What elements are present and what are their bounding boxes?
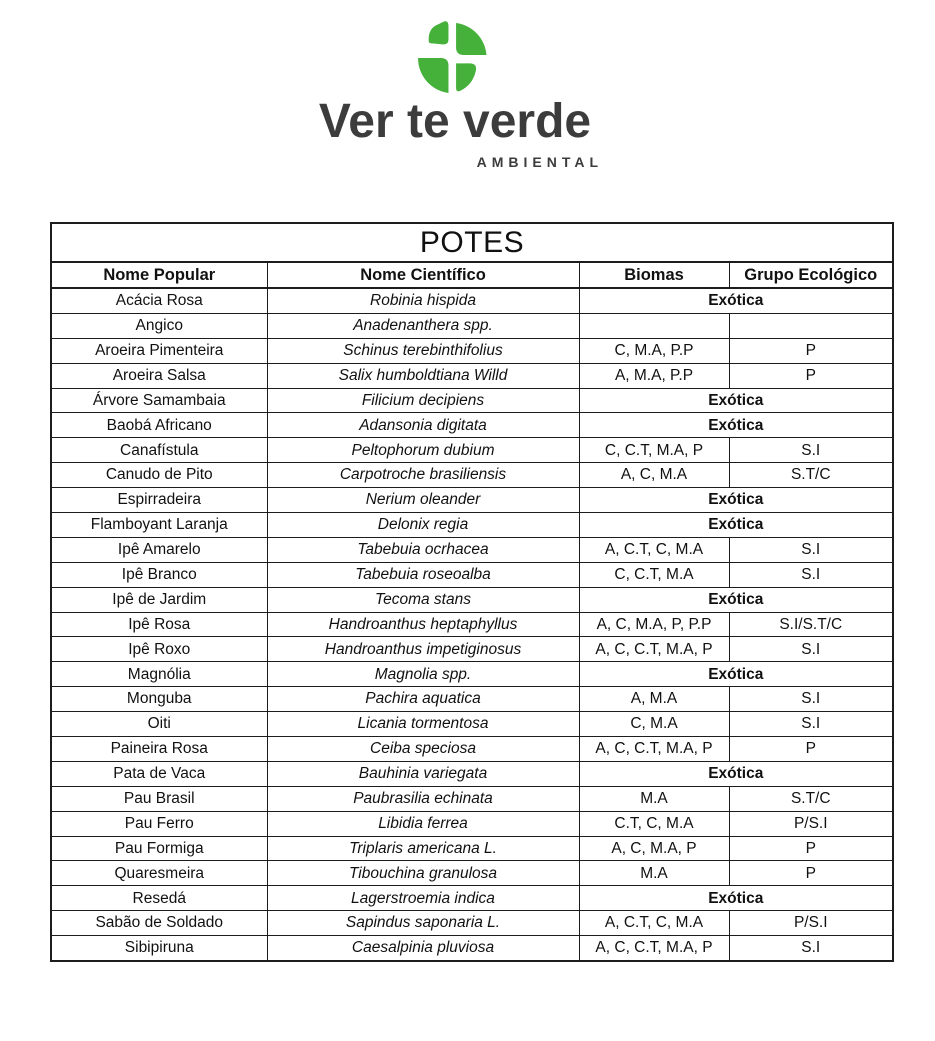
scientific-name-cell: Schinus terebinthifolius (267, 338, 579, 363)
popular-name-cell: Canudo de Pito (51, 463, 267, 488)
popular-name-cell: Ipê Amarelo (51, 537, 267, 562)
grupo-ecologico-cell: P/S.I (729, 911, 893, 936)
biomas-cell: C, M.A (579, 712, 729, 737)
table-row (51, 513, 893, 538)
popular-name-cell: Angico (51, 313, 267, 338)
biomas-cell: A, C.T, C, M.A (579, 537, 729, 562)
biomas-cell: A, M.A (579, 687, 729, 712)
table-row (51, 836, 893, 861)
scientific-name-cell: Salix humboldtiana Willd (267, 363, 579, 388)
scientific-name-cell: Tabebuia roseoalba (267, 562, 579, 587)
popular-name-cell: Oiti (51, 712, 267, 737)
table-row (51, 761, 893, 786)
popular-name-cell: Aroeira Salsa (51, 363, 267, 388)
grupo-ecologico-cell: P/S.I (729, 811, 893, 836)
popular-name-cell: Ipê de Jardim (51, 587, 267, 612)
scientific-name-cell: Ceiba speciosa (267, 737, 579, 762)
leaf-circle-icon (413, 20, 490, 96)
table-row (51, 861, 893, 886)
scientific-name-cell: Handroanthus impetiginosus (267, 637, 579, 662)
table-row (51, 662, 893, 687)
exotica-cell: Exótica (579, 488, 893, 513)
popular-name-cell: Árvore Samambaia (51, 388, 267, 413)
table-row (51, 488, 893, 513)
table-row (51, 911, 893, 936)
col-header-biomas: Biomas (579, 262, 729, 288)
biomas-cell: A, C, C.T, M.A, P (579, 936, 729, 961)
table-row (51, 313, 893, 338)
biomas-cell: A, C.T, C, M.A (579, 911, 729, 936)
biomas-cell: M.A (579, 861, 729, 886)
table-row (51, 712, 893, 737)
table-row (51, 687, 893, 712)
grupo-ecologico-cell: S.I (729, 637, 893, 662)
popular-name-cell: Resedá (51, 886, 267, 911)
popular-name-cell: Acácia Rosa (51, 288, 267, 313)
biomas-cell: C.T, C, M.A (579, 811, 729, 836)
scientific-name-cell: Filicium decipiens (267, 388, 579, 413)
table-row (51, 562, 893, 587)
table-row (51, 786, 893, 811)
exotica-cell: Exótica (579, 587, 893, 612)
biomas-cell: C, C.T, M.A (579, 562, 729, 587)
scientific-name-cell: Lagerstroemia indica (267, 886, 579, 911)
popular-name-cell: Flamboyant Laranja (51, 513, 267, 538)
table-row (51, 886, 893, 911)
popular-name-cell: Pau Brasil (51, 786, 267, 811)
grupo-ecologico-cell: P (729, 737, 893, 762)
biomas-cell: A, C, C.T, M.A, P (579, 737, 729, 762)
table-row (51, 811, 893, 836)
grupo-ecologico-cell: S.I (729, 712, 893, 737)
biomas-cell: A, M.A, P.P (579, 363, 729, 388)
popular-name-cell: Canafístula (51, 438, 267, 463)
scientific-name-cell: Peltophorum dubium (267, 438, 579, 463)
scientific-name-cell: Magnolia spp. (267, 662, 579, 687)
scientific-name-cell: Delonix regia (267, 513, 579, 538)
grupo-ecologico-cell: P (729, 861, 893, 886)
grupo-ecologico-cell (729, 313, 893, 338)
table-head (51, 223, 893, 288)
popular-name-cell: Pau Ferro (51, 811, 267, 836)
scientific-name-cell: Tibouchina granulosa (267, 861, 579, 886)
grupo-ecologico-cell: S.I (729, 562, 893, 587)
table-row (51, 737, 893, 762)
popular-name-cell: Ipê Roxo (51, 637, 267, 662)
table-row (51, 587, 893, 612)
popular-name-cell: Ipê Rosa (51, 612, 267, 637)
scientific-name-cell: Paubrasilia echinata (267, 786, 579, 811)
brand-name: Ver te verde (318, 95, 592, 148)
grupo-ecologico-cell: P (729, 836, 893, 861)
table-row (51, 612, 893, 637)
scientific-name-cell: Nerium oleander (267, 488, 579, 513)
biomas-cell: A, C, C.T, M.A, P (579, 637, 729, 662)
scientific-name-cell: Sapindus saponaria L. (267, 911, 579, 936)
biomas-cell: M.A (579, 786, 729, 811)
col-header-nome-cientifico: Nome Científico (267, 262, 579, 288)
exotica-cell: Exótica (579, 886, 893, 911)
scientific-name-cell: Adansonia digitata (267, 413, 579, 438)
scientific-name-cell: Caesalpinia pluviosa (267, 936, 579, 961)
biomas-cell: C, M.A, P.P (579, 338, 729, 363)
biomas-cell: A, C, M.A, P (579, 836, 729, 861)
scientific-name-cell: Bauhinia variegata (267, 761, 579, 786)
table-row (51, 413, 893, 438)
biomas-cell: A, C, M.A (579, 463, 729, 488)
table-row (51, 637, 893, 662)
exotica-cell: Exótica (579, 288, 893, 313)
grupo-ecologico-cell: P (729, 363, 893, 388)
scientific-name-cell: Licania tormentosa (267, 712, 579, 737)
popular-name-cell: Paineira Rosa (51, 737, 267, 762)
popular-name-cell: Sibipiruna (51, 936, 267, 961)
table-row (51, 537, 893, 562)
popular-name-cell: Pau Formiga (51, 836, 267, 861)
table-title-row (51, 223, 893, 262)
exotica-cell: Exótica (579, 413, 893, 438)
table-row (51, 463, 893, 488)
table-row (51, 438, 893, 463)
table-row (51, 363, 893, 388)
scientific-name-cell: Handroanthus heptaphyllus (267, 612, 579, 637)
table-row (51, 288, 893, 313)
biomas-cell: A, C, M.A, P, P.P (579, 612, 729, 637)
table-body (51, 288, 893, 961)
grupo-ecologico-cell: S.I/S.T/C (729, 612, 893, 637)
popular-name-cell: Pata de Vaca (51, 761, 267, 786)
table-header-row (51, 262, 893, 288)
scientific-name-cell: Triplaris americana L. (267, 836, 579, 861)
grupo-ecologico-cell: P (729, 338, 893, 363)
grupo-ecologico-cell: S.T/C (729, 786, 893, 811)
exotica-cell: Exótica (579, 761, 893, 786)
table-row (51, 936, 893, 961)
popular-name-cell: Monguba (51, 687, 267, 712)
exotica-cell: Exótica (579, 662, 893, 687)
col-header-nome-popular: Nome Popular (51, 262, 267, 288)
table-row (51, 338, 893, 363)
popular-name-cell: Aroeira Pimenteira (51, 338, 267, 363)
biomas-cell: C, C.T, M.A, P (579, 438, 729, 463)
grupo-ecologico-cell: S.I (729, 537, 893, 562)
popular-name-cell: Espirradeira (51, 488, 267, 513)
grupo-ecologico-cell: S.I (729, 936, 893, 961)
scientific-name-cell: Tecoma stans (267, 587, 579, 612)
scientific-name-cell: Anadenanthera spp. (267, 313, 579, 338)
scientific-name-cell: Libidia ferrea (267, 811, 579, 836)
popular-name-cell: Magnólia (51, 662, 267, 687)
popular-name-cell: Baobá Africano (51, 413, 267, 438)
scientific-name-cell: Robinia hispida (267, 288, 579, 313)
table-title: POTES (51, 223, 893, 262)
potes-table (50, 222, 894, 962)
exotica-cell: Exótica (579, 513, 893, 538)
popular-name-cell: Quaresmeira (51, 861, 267, 886)
popular-name-cell: Ipê Branco (51, 562, 267, 587)
table-row (51, 388, 893, 413)
grupo-ecologico-cell: S.I (729, 687, 893, 712)
scientific-name-cell: Carpotroche brasiliensis (267, 463, 579, 488)
biomas-cell (579, 313, 729, 338)
popular-name-cell: Sabão de Soldado (51, 911, 267, 936)
brand-tagline: AMBIENTAL (476, 154, 603, 170)
col-header-grupo-ecologico: Grupo Ecológico (729, 262, 893, 288)
exotica-cell: Exótica (579, 388, 893, 413)
scientific-name-cell: Tabebuia ocrhacea (267, 537, 579, 562)
grupo-ecologico-cell: S.I (729, 438, 893, 463)
scientific-name-cell: Pachira aquatica (267, 687, 579, 712)
grupo-ecologico-cell: S.T/C (729, 463, 893, 488)
